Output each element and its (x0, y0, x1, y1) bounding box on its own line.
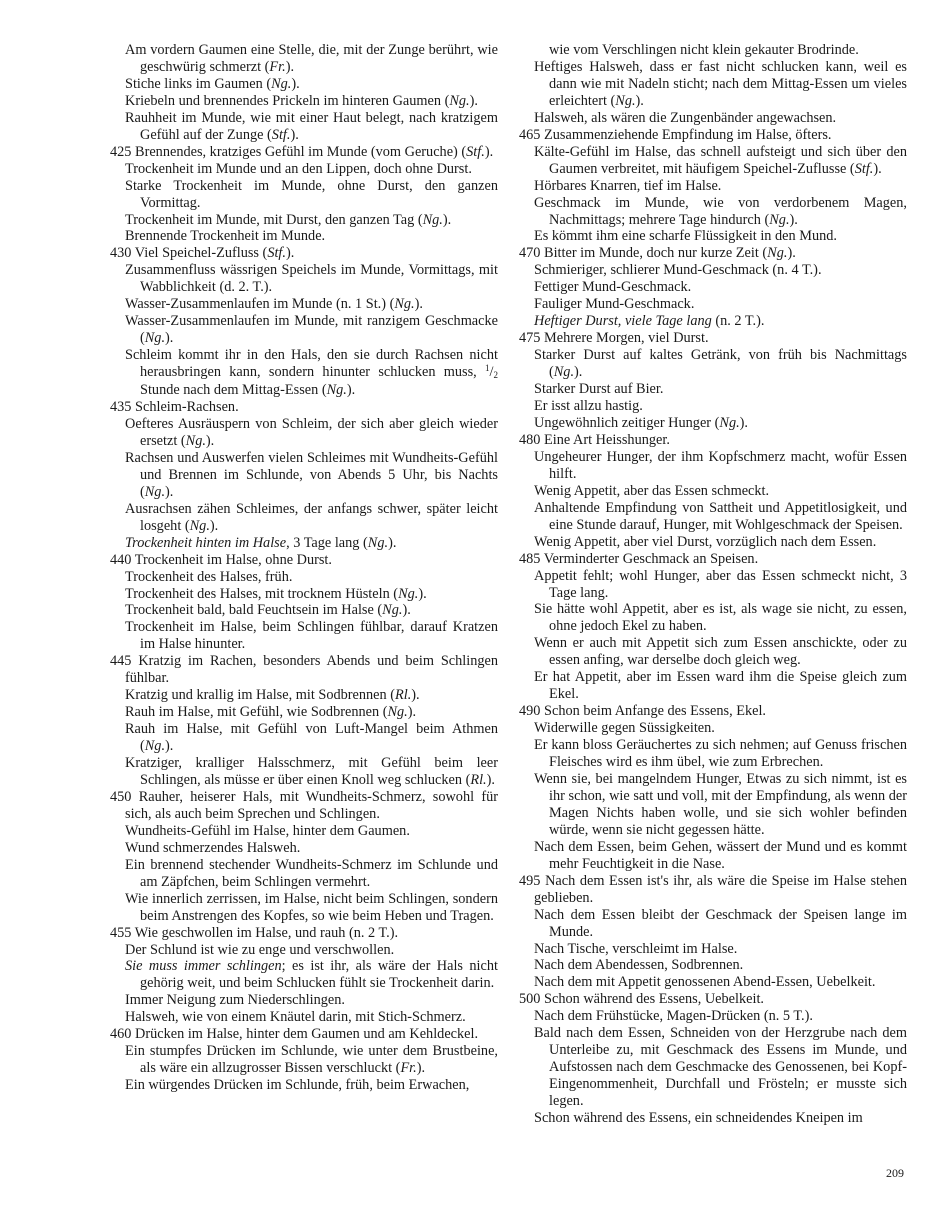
entry-text: Nach dem Essen bleibt der Geschmack der Speisen lange im Munde. (534, 906, 907, 940)
entry-text: Schleim kommt ihr in den Hals, den sie durch Rachsen nicht herausbringen kann, sondern hinunter schlucken muss, (125, 347, 498, 381)
entry (110, 228, 498, 245)
entry-number: 425 (110, 143, 136, 160)
entry-text: Rauher, heiserer Hals, mit Wundheits-Schmerz, sowohl für sich, als auch beim Sprechen und Schlingen. (125, 788, 498, 822)
entry (110, 347, 498, 399)
entry (519, 313, 907, 330)
entry (110, 313, 498, 347)
entry (110, 399, 498, 416)
entry-close: ). (418, 585, 427, 602)
entry-close: ). (291, 75, 300, 92)
entry-close: ). (165, 330, 174, 347)
entry (519, 296, 907, 313)
entry-text: Mehrere Morgen, viel Durst. (544, 330, 709, 347)
entry (519, 178, 907, 195)
entry-source: Stf. (267, 245, 286, 262)
entry (519, 635, 907, 669)
entry (110, 704, 498, 721)
entry-number: 500 (519, 991, 545, 1008)
entry (110, 1026, 498, 1043)
entry-italic-lead: Heftiger Durst, viele Tage lang (534, 313, 712, 330)
entry-text: Nach dem Essen, beim Gehen, wässert der Mund und es kommt mehr Feuchtigkeit in die Nase. (534, 838, 907, 872)
entry-text: Es kömmt ihm eine scharfe Flüssigkeit in den Mund. (534, 228, 837, 245)
entry-source: Ng. (144, 738, 166, 755)
entry-text: Ungewöhnlich zeitiger Hunger ( (534, 414, 720, 431)
entry (110, 586, 498, 603)
entry (519, 59, 907, 110)
entry (519, 415, 907, 432)
entry-close: ). (739, 414, 749, 431)
entry (110, 296, 498, 313)
entry (110, 1009, 498, 1026)
entry (519, 974, 907, 991)
entry (519, 347, 907, 381)
entry (110, 687, 498, 704)
entry (519, 432, 907, 449)
entry (519, 957, 907, 974)
entry-close: ). (285, 245, 295, 262)
entry-text: Wenn sie, bei mangelndem Hunger, Etwas zu sich nimmt, ist es ihr schon, wie satt und voll, mit der Empfindung, als wenn der Magen Nichts haben wolle, und sie sich wohler befinden würde, wenn sie nicht gegessen hätte. (534, 770, 907, 838)
entry-text: Brennendes, kratziges Gefühl im Munde (vom Geruche) ( (135, 143, 467, 160)
entry (519, 262, 907, 279)
entry-close: ). (442, 211, 452, 228)
entry (110, 245, 498, 262)
entry-text: Schon während des Essens, Uebelkeit. (544, 991, 764, 1008)
entry-close: ). (290, 126, 299, 143)
entry-text: Wenn er auch mit Appetit sich zum Essen anschickte, oder zu essen anfing, war derselbe doch gleich weg. (534, 635, 907, 669)
entry-text: Viel Speichel-Zufluss ( (134, 245, 268, 262)
entry-source: Ng. (769, 211, 790, 228)
entry-text: Zusammenziehende Empfindung im Halse, öfters. (544, 126, 832, 143)
entry-source: Fr. (269, 58, 286, 75)
entry (519, 144, 907, 178)
entry (519, 771, 907, 839)
entry-close: ). (205, 432, 215, 449)
entry-source: Ng. (553, 364, 575, 381)
entry-italic-lead: Trockenheit hinten im Halse (125, 534, 287, 551)
entry (519, 483, 907, 500)
entry-text: Kratziger, kralliger Halsschmerz, mit Gefühl beim leer Schlingen, als müsse er über einen Knoll weg schlucken ( (125, 755, 498, 788)
entry (110, 1077, 498, 1094)
entry-text: Bitter im Munde, doch nur kurze Zeit ( (544, 245, 768, 262)
entry-close: ). (165, 738, 174, 755)
entry (519, 245, 907, 262)
entry-source: Ng. (422, 211, 443, 228)
entry-source: Ng. (394, 296, 415, 313)
entry (110, 942, 498, 959)
entry (110, 144, 498, 161)
entry (110, 925, 498, 942)
entry (110, 161, 498, 178)
entry (110, 552, 498, 569)
entry (519, 873, 907, 907)
entry-text: Immer Neigung zum Niederschlingen. (125, 992, 345, 1009)
entry-text: Sie hätte wohl Appetit, aber es ist, als wage sie nicht, zu essen, ohne jedoch Ekel zu haben. (534, 601, 907, 635)
entry (110, 42, 498, 76)
entry (110, 450, 498, 501)
entry-close: ). (209, 517, 219, 534)
entry (110, 416, 498, 450)
entry-text: Starker Durst auf Bier. (534, 381, 664, 398)
entry-text: Oefteres Ausräuspern von Schleim, der sich aber gleich wieder ersetzt ( (125, 415, 498, 449)
entry (519, 110, 907, 127)
entry-text: Trockenheit des Halses, früh. (125, 568, 293, 585)
entry-close: ). (407, 704, 417, 721)
entry-text: Am vordern Gaumen eine Stelle, die, mit der Zunge berührt, wie geschwürig schmerzt ( (125, 42, 498, 75)
entry-text: Anhaltende Empfindung von Sattheit und Appetitlosigkeit, und eine Stunde darauf, Hunger, mit Wohlgeschmack der Speisen. (534, 499, 907, 533)
fraction-denominator: 2 (493, 370, 498, 381)
entry-text: Trockenheit bald, bald Feuchtsein im Halse ( (125, 602, 383, 619)
entry-source: Ng. (189, 517, 210, 534)
entry-text: Rauh im Halse, mit Gefühl, wie Sodbrennen ( (125, 704, 388, 721)
entry-text: , 3 Tage lang ( (286, 534, 368, 551)
entry-number: 485 (519, 550, 544, 567)
entry-number: 445 (110, 653, 139, 670)
entry (519, 669, 907, 703)
entry-source: Fr. (400, 1060, 417, 1077)
entry-text: Drücken im Halse, hinter dem Gaumen und am Kehldeckel. (135, 1026, 479, 1043)
entry-close: ). (873, 160, 882, 177)
entry (519, 127, 907, 144)
entry-number: 460 (110, 1026, 136, 1043)
entry-text: Wenig Appetit, aber viel Durst, vorzüglich nach dem Essen. (534, 533, 877, 550)
entry-number: 495 (519, 872, 546, 889)
entry-number: 455 (110, 924, 135, 941)
entry-text: Appetit fehlt; wohl Hunger, aber das Essen schmeckt nicht, 3 Tage lang. (534, 567, 907, 601)
entry-close: ). (346, 382, 356, 399)
entry-text: Trockenheit im Halse, ohne Durst. (134, 551, 332, 568)
entry (519, 195, 907, 229)
entry (110, 1043, 498, 1077)
entry-close: ). (574, 364, 583, 381)
entry (110, 840, 498, 857)
entry-source: Stf. (271, 126, 291, 143)
entry-text: Starke Trockenheit im Munde, ohne Durst, den ganzen Vormittag. (125, 177, 498, 211)
entry-close: ). (416, 1060, 426, 1077)
entry (110, 212, 498, 229)
entry (519, 703, 907, 720)
entry (110, 619, 498, 653)
entry-text: Er isst allzu hastig. (534, 398, 643, 415)
entry-number: 440 (110, 551, 135, 568)
entry-close: ). (402, 602, 411, 619)
fraction-slash: / (489, 364, 494, 381)
entry-source: Ng. (185, 432, 206, 449)
entry-text: Fettiger Mund-Geschmack. (534, 279, 692, 296)
entry-text: Halsweh, als wären die Zungenbänder angewachsen. (534, 109, 837, 126)
entry-source: Ng. (382, 602, 403, 619)
entry-text: Trockenheit im Halse, beim Schlingen fühlbar, darauf Kratzen im Halse hinunter. (125, 619, 498, 653)
entry-text: Rauh im Halse, mit Gefühl von Luft-Mangel beim Athmen ( (125, 721, 498, 755)
entry-text: Nach Tische, verschleimt im Halse. (534, 940, 738, 957)
entry-text: Nach dem Essen ist's ihr, als wäre die Speise im Halse stehen geblieben. (534, 872, 907, 906)
entry (110, 857, 498, 891)
entry-text: Zusammenfluss wässrigen Speichels im Munde, Vormittags, mit Wabblichkeit (d. 2. T.). (125, 262, 498, 296)
entry-number: 475 (519, 330, 545, 347)
entry-text: Er hat Appetit, aber im Essen ward ihm die Speise gleich zum Ekel. (534, 669, 907, 703)
entry-source: Stf. (466, 143, 485, 160)
entry (110, 721, 498, 755)
entry-source: Ng. (271, 75, 292, 92)
right-column (519, 42, 907, 1127)
entry-text: Nach dem Frühstücke, Magen-Drücken (n. 5 T.). (534, 1008, 813, 1025)
entry (110, 76, 498, 93)
entry (519, 381, 907, 398)
entry-italic-lead: Sie muss immer schlingen (125, 958, 282, 975)
entry-text: Der Schlund ist wie zu enge und verschwollen. (125, 941, 395, 958)
entry-number: 470 (519, 245, 545, 262)
entry-source: Ng. (367, 534, 389, 551)
entry-text: Halsweh, wie von einem Knäutel darin, mit Stich-Schmerz. (125, 1009, 466, 1026)
entry (519, 500, 907, 534)
entry-text: Ein würgendes Drücken im Schlunde, früh, beim Erwachen, (125, 1077, 470, 1094)
entry-close: ). (414, 296, 423, 313)
fraction-numerator: 1 (485, 363, 490, 374)
entry-text: wie vom Verschlingen nicht klein gekauter Brodrinde. (549, 42, 859, 58)
entry-number: 465 (519, 126, 545, 143)
entry-close: ). (388, 534, 397, 551)
entry-source: Ng. (719, 414, 740, 431)
entry-source: Ng. (326, 382, 347, 399)
entry (110, 958, 498, 992)
entry (519, 601, 907, 635)
entry-text: Bald nach dem Essen, Schneiden von der Herzgrube nach dem Unterleibe zu, mit Geschmack des Essens im Munde, und Aufstossen nach dem Geschmacke des Genossenen, bei Kopf-Eingenommenheit, Durchfall und Frösteln; er musste sich legen. (534, 1025, 907, 1110)
entry-text: Kriebeln und brennendes Prickeln im hinteren Gaumen ( (125, 92, 450, 109)
entry (519, 398, 907, 415)
entry-text: Kratzig und krallig im Halse, mit Sodbrennen ( (125, 687, 395, 704)
entry-text: Stiche links im Gaumen ( (125, 75, 272, 92)
entry-close: ). (635, 92, 644, 109)
entry-text: Trockenheit im Munde, mit Durst, den ganzen Tag ( (125, 211, 423, 228)
entry-text: Starker Durst auf kaltes Getränk, von früh bis Nachmittags ( (534, 347, 907, 381)
entry (519, 568, 907, 602)
entry-text: Wund schmerzendes Halsweh. (125, 839, 301, 856)
entry-text: (n. 2 T.). (711, 313, 765, 330)
entry (519, 330, 907, 347)
entry-text: Hörbares Knarren, tief im Halse. (534, 177, 722, 194)
entry-text: Ein brennend stechender Wundheits-Schmerz im Schlunde und am Zäpfchen, beim Schlingen vermehrt. (125, 856, 498, 890)
entry (519, 839, 907, 873)
entry-text: Ein stumpfes Drücken im Schlunde, wie unter dem Brustbeine, als wäre ein allzugrosser Bissen verschluckt ( (125, 1043, 498, 1077)
entry-number: 430 (110, 245, 135, 262)
entry-close: ). (789, 211, 798, 228)
entry (519, 1008, 907, 1025)
entry (110, 569, 498, 586)
entry (110, 602, 498, 619)
entry-text: Brennende Trockenheit im Munde. (125, 228, 326, 245)
entry-text: Trockenheit im Munde und an den Lippen, doch ohne Durst. (125, 160, 472, 177)
entry-source: Ng. (144, 483, 166, 500)
entry-source: Ng. (387, 704, 408, 721)
entry-source: Rl. (470, 771, 487, 788)
entry-text: Nach dem Abendessen, Sodbrennen. (534, 957, 744, 974)
entry-text: Verminderter Geschmack an Speisen. (543, 550, 759, 567)
entry-text: Schon während des Essens, ein schneidendes Kneipen im (534, 1110, 863, 1127)
entry-text: Wasser-Zusammenlaufen im Munde, mit ranzigem Geschmacke ( (125, 313, 498, 347)
entry-text: Rachsen und Auswerfen vielen Schleimes mit Wundheits-Gefühl und Brennen im Schlunde, von Abends 5 Uhr, bis Nachts ( (125, 449, 498, 500)
entry (519, 228, 907, 245)
entry (519, 991, 907, 1008)
entry-source: Rl. (395, 687, 412, 704)
entry (519, 534, 907, 551)
entry (110, 178, 498, 212)
entry-text: Ausrachsen zähen Schleimes, der anfangs schwer, später leicht losgeht ( (125, 500, 498, 534)
entry (110, 755, 498, 789)
entry-text: Widerwille gegen Süssigkeiten. (534, 720, 715, 737)
entry-close: ). (411, 687, 420, 704)
entry-text: ; es ist ihr, als wäre der Hals nicht gehörig weit, und beim Schlucken fühlt sie Trockenheit darin. (140, 958, 498, 992)
entry-close: ). (469, 92, 478, 109)
entry-text: Stunde nach dem Mittag-Essen ( (140, 382, 327, 399)
entry-text: Heftiges Halsweh, dass er fast nicht schlucken kann, weil es dann wie mit Nadeln sticht; nach dem Mittag-Essen um vieles erleichtert ( (534, 58, 907, 109)
entry-text: Wasser-Zusammenlaufen im Munde (n. 1 St.) ( (125, 296, 395, 313)
entry-source: Ng. (767, 245, 788, 262)
entry-text: Schmieriger, schlierer Mund-Geschmack (n. 4 T.). (534, 262, 822, 279)
entry (110, 992, 498, 1009)
entry (110, 110, 498, 144)
entry-close: ). (285, 58, 295, 75)
entry (110, 501, 498, 535)
entry-source: Ng. (144, 330, 166, 347)
entry-text: Trockenheit des Halses, mit trocknem Hüsteln ( (125, 585, 399, 602)
entry-close: ). (486, 771, 495, 788)
entry (519, 941, 907, 958)
entry (519, 449, 907, 483)
entry-close: ). (165, 483, 174, 500)
entry-source: Ng. (615, 92, 636, 109)
entry (110, 93, 498, 110)
entry-text: Geschmack im Munde, wie von verdorbenem Magen, Nachmittags; mehrere Tage hindurch ( (534, 194, 907, 228)
entry-text: Eine Art Heisshunger. (544, 431, 670, 448)
entry-text: Er kann bloss Geräuchertes zu sich nehmen; auf Genuss frischen Fleisches wird es ihm übel, wie zum Erbrechen. (534, 737, 907, 771)
entry (110, 823, 498, 840)
entry (110, 535, 498, 552)
entry-source: Stf. (854, 160, 874, 177)
entry-text: Wie geschwollen im Halse, und rauh (n. 2 T.). (134, 924, 399, 941)
entry-text: Wundheits-Gefühl im Halse, hinter dem Gaumen. (125, 822, 410, 839)
entry (519, 551, 907, 568)
entry-text: Ungeheurer Hunger, der ihm Kopfschmerz macht, wofür Essen hilft. (534, 448, 907, 482)
entry-text: Wie innerlich zerrissen, im Halse, nicht beim Schlingen, sondern beim Anstrengen des Kopfes, so wie beim Heben und Tragen. (125, 890, 498, 924)
entry (110, 262, 498, 296)
entry-number: 450 (110, 788, 139, 805)
entry-number: 480 (519, 431, 545, 448)
entry (519, 1025, 907, 1110)
entry-number: 435 (110, 399, 136, 416)
entry-source: Ng. (449, 92, 470, 109)
entry-text: Kälte-Gefühl im Halse, das schnell aufsteigt und sich über den Gaumen verbreitet, mit häufigem Speichel-Zuflusse ( (534, 143, 907, 177)
entry-text: Fauliger Mund-Geschmack. (534, 296, 695, 313)
entry-text: Schleim-Rachsen. (135, 399, 239, 416)
entry (519, 1110, 907, 1127)
entry (519, 279, 907, 296)
entry (519, 42, 907, 59)
entry-number: 490 (519, 703, 545, 720)
entry-source: Ng. (398, 585, 419, 602)
entry-close: ). (484, 143, 494, 160)
entry-text: Schon beim Anfange des Essens, Ekel. (544, 703, 766, 720)
left-column (110, 42, 498, 1094)
entry (110, 789, 498, 823)
entry (110, 653, 498, 687)
entry-text: Nach dem mit Appetit genossenen Abend-Essen, Uebelkeit. (534, 974, 876, 991)
entry-close: ). (787, 245, 796, 262)
entry-text: Rauhheit im Munde, wie mit einer Haut belegt, nach kratzigem Gefühl auf der Zunge ( (125, 109, 498, 143)
entry (110, 891, 498, 925)
page-number: 209 (886, 1166, 904, 1180)
entry (519, 737, 907, 771)
entry (519, 720, 907, 737)
entry-text: Wenig Appetit, aber das Essen schmeckt. (534, 482, 770, 499)
entry (519, 907, 907, 941)
entry-text: Kratzig im Rachen, besonders Abends und beim Schlingen fühlbar. (125, 653, 498, 687)
